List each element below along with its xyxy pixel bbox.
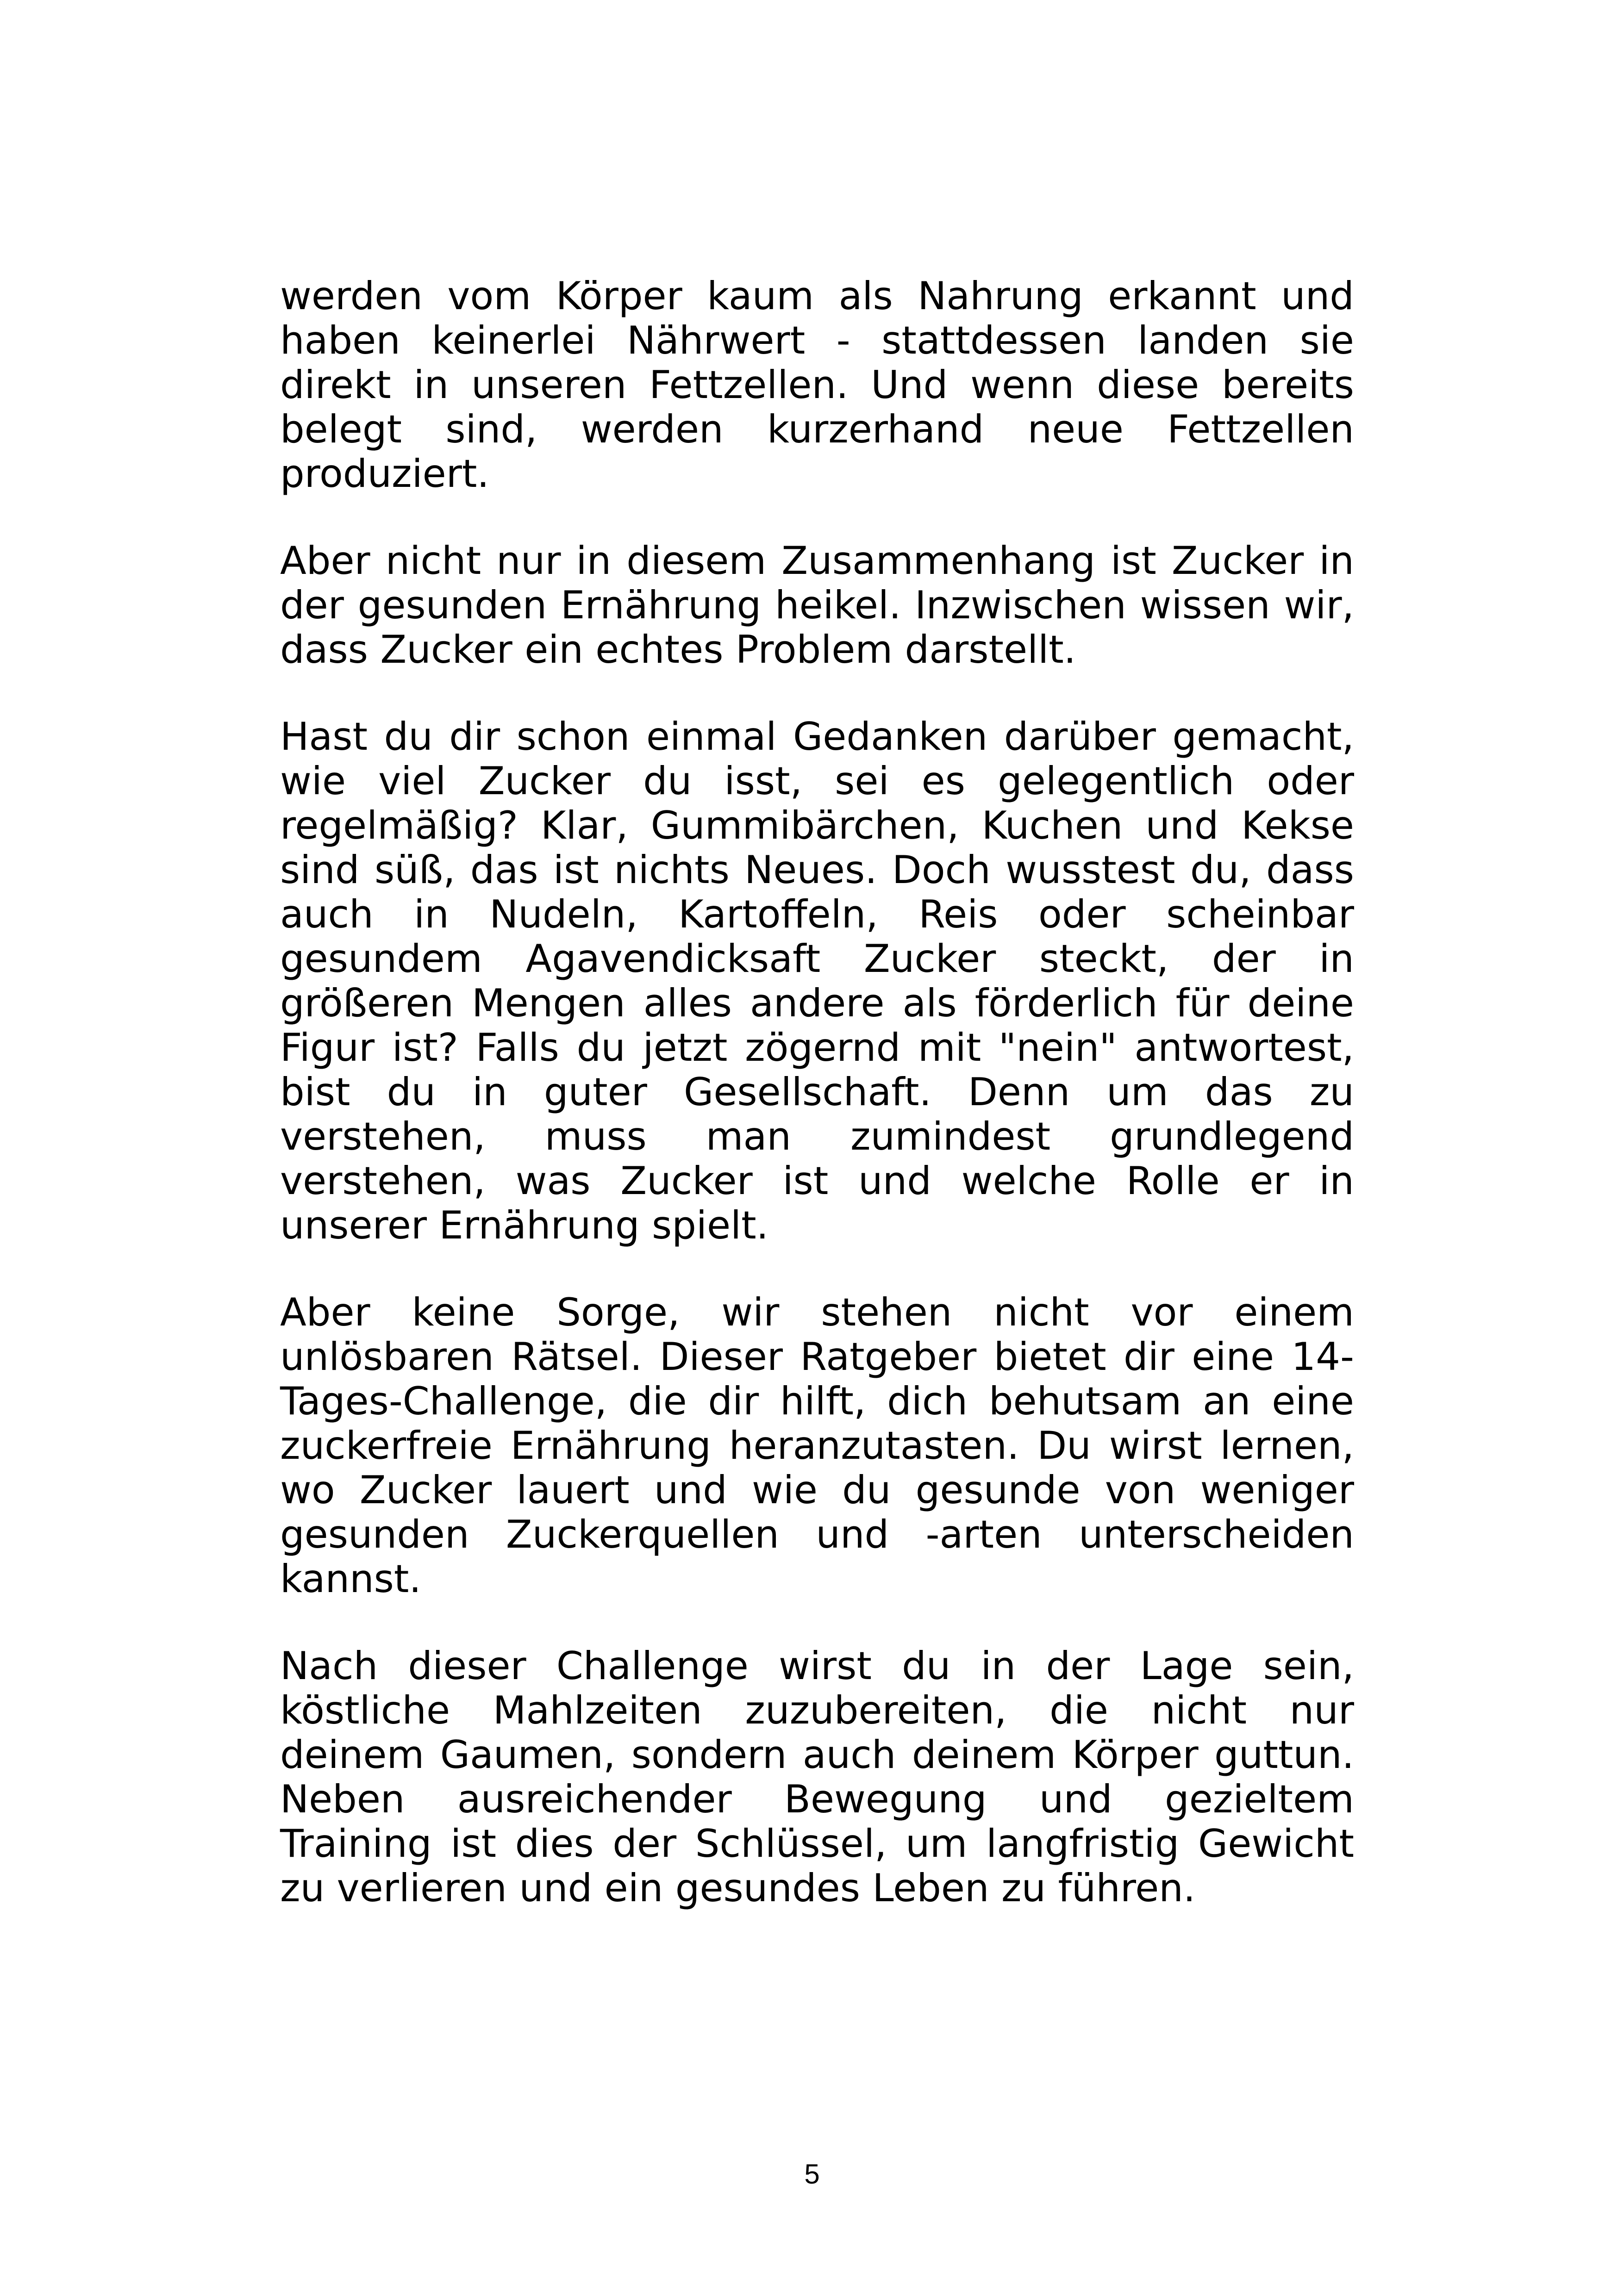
paragraph: Aber keine Sorge, wir stehen nicht vor einem unlösbaren Rätsel. Dieser Ratgeber bietet dir eine 14-Tages-Challenge, die dir hilft, dich behutsam an eine zuckerfreie Ernährung heranzutasten. Du wirst lernen, wo Zucker lauert und wie du gesunde von weniger gesunden Zuckerquellen und -arten unterscheiden kannst. xyxy=(280,1290,1354,1601)
paragraph: Aber nicht nur in diesem Zusammenhang ist Zucker in der gesunden Ernährung heikel. Inzwischen wissen wir, dass Zucker ein echtes Problem darstellt. xyxy=(280,538,1354,672)
page-number: 5 xyxy=(804,2159,820,2190)
paragraph: werden vom Körper kaum als Nahrung erkannt und haben keinerlei Nährwert - stattdessen landen sie direkt in unseren Fettzellen. Und wenn diese bereits belegt sind, werden kurzerhand neue Fettzellen produziert. xyxy=(280,274,1354,496)
body-text xyxy=(280,274,1354,1910)
paragraph: Hast du dir schon einmal Gedanken darüber gemacht, wie viel Zucker du isst, sei es gelegentlich oder regelmäßig? Klar, Gummibärchen, Kuchen und Kekse sind süß, das ist nichts Neues. Doch wusstest du, dass auch in Nudeln, Kartoffeln, Reis oder scheinbar gesundem Agavendicksaft Zucker steckt, der in größeren Mengen alles andere als förderlich für deine Figur ist? Falls du jetzt zögernd mit "nein" antwortest, bist du in guter Gesellschaft. Denn um das zu verstehen, muss man zumindest grundlegend verstehen, was Zucker ist und welche Rolle er in unserer Ernährung spielt. xyxy=(280,714,1354,1248)
paragraph: Nach dieser Challenge wirst du in der Lage sein, köstliche Mahlzeiten zuzubereiten, die nicht nur deinem Gaumen, sondern auch deinem Körper guttun. Neben ausreichender Bewegung und gezieltem Training ist dies der Schlüssel, um langfristig Gewicht zu verlieren und ein gesundes Leben zu führen. xyxy=(280,1643,1354,1910)
